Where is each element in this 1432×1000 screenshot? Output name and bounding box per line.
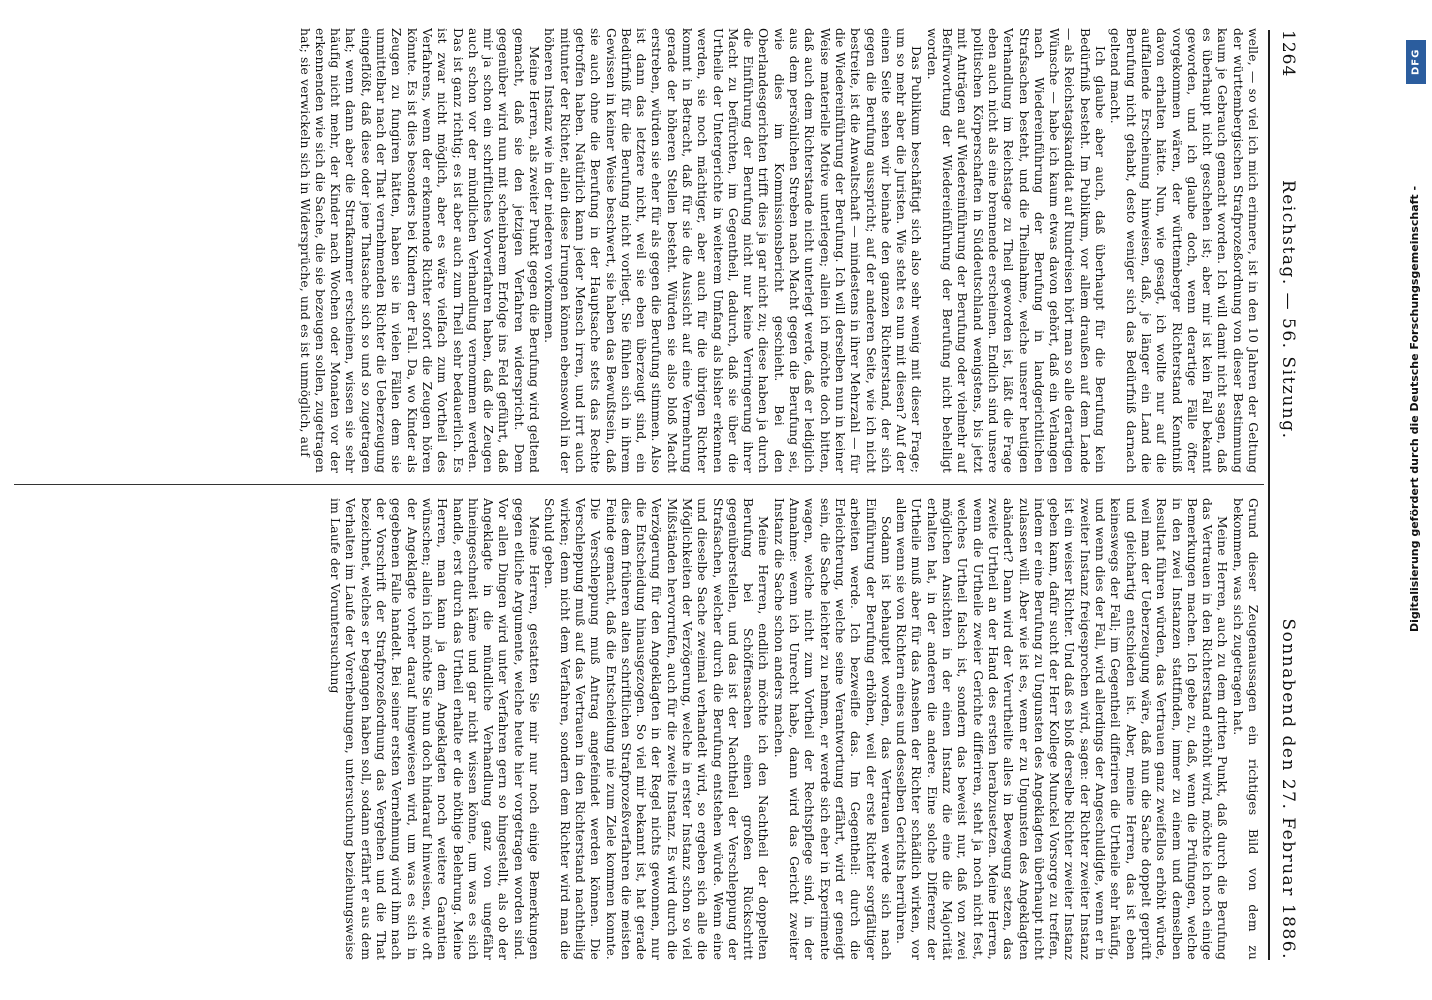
paragraph: welle, — so viel ich mich erinnere, ist in den 10 Jahren der Geltung der württembergischen Strafprozeßordnung von dieser Bestimmung kaum je Gebrauch gemacht worden. Ich will damit nicht sagen, daß es überhaupt nicht geschehen ist; aber mir ist kein Fall bekannt geworden, und ich glaube doch, wenn derartige Fälle öfter vorgekommen wären, der württemberger Richterstand Kenntniß davon erhalten hätte. Nun, wie gesagt, ich wollte nur auf die auffallende Erscheinung hinweisen, daß, je länger ein Land die Berufung nicht gehabt, desto weniger sich das Bedürfniß darnach geltend macht. xyxy=(1108,28,1260,473)
paragraph: Meine Herren, endlich möchte ich den Nachtheil der doppelten Berufung bei Schöffensachen einen großen Rückschritt gegenüberstellen, und das ist der Nachtheil der Verschleppung der Strafsachen, welcher durch die Berufung entstehen würde. Wenn eine und dieselbe Sache zweimal verhandelt wird, so ergeben sich alle die Möglichkeiten der Verzögerung, welche in erster Instanz schon so viel Mißständen hervorrufen, auch für die zweite Instanz. Es wird durch die Verzögerung für den Angeklagten in der Regel nichts gewonnen, nur die Entscheidung hinausgezogen. So viel mir bekannt ist, hat gerade dies dem früheren alten schriftlichen Strafprozeßverfahren die meisten Feinde gemacht, daß die Entscheidung nie zum Ziele kommen konnte. Die Verschleppung muß Antrag angefeindet werden können. Die Verschleppung muß auf das Vertrauen in den Richterstand nachtheilig wirken; denn nicht dem Verfahren, sondern dem Richter wird man die Schuld geben. xyxy=(542,498,771,960)
paragraph: Das Publikum beschäftigt sich also sehr wenig mit dieser Frage; um so mehr aber die Juristen. Wie steht es nun mit diesen? Auf der einen Seite sehen wir beinahe den ganzen Richterstand, der sich gegen die Berufung ausspricht; auf der anderen Seite, wie ich nicht bestreite, ist die Anwaltschaft — mindestens in ihrer Mehrzahl — für die Wiedereinführung der Berufung. Ich will derselben nun in keiner Weise materielle Motive unterlegen; allein ich möchte doch bitten, daß auch dem Richterstande nicht unterlegt werde, daß er lediglich aus dem persönlichen Streben nach Macht gegen die Berufung sei, wie dies im Kommissionsbericht geschieht. Bei den Oberlandesgerichten trifft dies ja gar nicht zu; diese haben ja durch die Einführung der Berufung nicht nur keine Verringerung ihrer Macht zu befürchten, im Gegentheil, dadurch, daß sie über die Urtheile der Untergerichte in weiterem Umfang als bisher erkennen werden, sie noch mächtiger, aber auch für die übrigen Richter kommt in Betracht, daß für sie die Aussicht auf eine Vermehrung gerade der höheren Stellen besteht. Würden sie also bloß Macht erstreben, würden sie eher für als gegen die Berufung stimmen. Also ist dann das letztere nicht, weil sie eben überzeugt sind, ein Bedürfniß für die Berufung nicht vorliegt. Sie fühlen sich in ihrem Gewissen in keiner Weise beschwert, sie haben das Bewußtsein, daß sie auch ohne die Berufung in der Hauptsache stets das Rechte getroffen haben. Natürlich kann jeder Mensch irren, und irrt auch mitunter der Richter, allein diese Irrungen können ebensowohl in der höheren Instanz wie in der niederen vorkommen. xyxy=(542,28,924,473)
paragraph: Meine Herren, gestatten Sie mir nur noch einige Bemerkungen gegen etliche Argumente, welche heute hier vorgetragen worden sind. Vor allen Dingen wird unter Verfahren gern so hingestellt, als ob der Angeklagte in die mündliche Verhandlung ganz von ungefähr hineingeschneit käme und gar nicht wissen könne, um was es sich handle, erst durch das Urtheil erhalte er die nöthige Belehrung. Meine Herren, man kann ja dem Angeklagten noch weitere Garantien wünschen; allein ich möchte Sie nun doch hindarauf hinweisen, wie oft der Angeklagte vorher darauf hingewiesen wird, um was es sich in gegebenen Falle handelt. Bei seiner ersten Vernehmung wird ihm nach der Vorschrift der Strafprozeßordnung das Vergehen und die That bezeichnet, welches er begangen haben soll, sodann erfährt er aus dem Verhalten im Laufe der Vorerhebungen, untersuchung beziehungsweise im Laufe der Voruntersuchung xyxy=(328,498,542,960)
paragraph: Ich glaube aber auch, daß überhaupt für die Berufung kein Bedürfniß besteht. Im Publikum, vor allem draußen auf dem Lande — als Reichstagskandidat auf Rundreisen hört man so alle derartigen Wünsche — habe ich kaum etwas davon gehört, daß ein Verlangen nach Wiedereinführung der Berufung in landgerichtlichen Strafsachen besteht, und die Theilnahme, welche unserer heutigen Verhandlung im Reichstage zu Theil geworden ist, läßt die Frage eben auch nicht als eine brennende erscheinen. Endlich sind unsere politischen Körperschaften in Süddeutschland wenigstens, bis jetzt mit Anträgen auf Wiedereinführung der Berufung oder vielmehr auf Befürwortung der Wiedereinführung der Berufung nicht behelligt worden. xyxy=(924,28,1108,473)
paragraph: Sodann ist behauptet worden, das Vertrauen werde sich nach Einführung der Berufung erhöhen, weil der erste Richter sorgfältiger arbeiten werde. Ich bezweifle das. Im Gegentheil: durch die Erleichterung, welche seine Verantwortung erfährt, wird er geneigt sein, die Sache leichter zu nehmen, er werde sich eher in Experimente wagen, welche nicht zum Vortheil der Rechtspflege sind, in der Annahme: wenn ich Unrecht habe, dann wird das Gericht zweiter Instanz die Sache schon anders machen. xyxy=(771,498,893,960)
session-title: Reichstag. — 56. Sitzung. xyxy=(1278,180,1298,440)
paragraph: Meine Herren, auch zu dem dritten Punkt, daß durch die Berufung das Vertrauen in den Richterstand erhöht wird, möchte ich noch einige Bemerkungen machen. Ich gebe zu, daß, wenn die Prüfungen, welche in den zwei Instanzen stattfinden, immer zu einem und demselben Resultat führen würden, das Vertrauen ganz zweifellos erhöht würde, weil man der Ueberzeugung wäre, daß nun die Sache doppelt geprüft und gleichartig entschieden ist. Aber, meine Herren, das ist eben keineswegs der Fall; im Gegentheil differiren die Urtheile sehr häufig, und wenn dies der Fall, wird allerdings der Angeschuldigte, wenn er in zweiter Instanz freigesprochen wird, sagen: der Richter zweiter Instanz ist ein weiser Richter. Und daß es bloß derselbe Richter zweiter Instanz geben kann, dafür sucht der Herr Kollege Munckel Vorsorge zu treffen, indem er eine Berufung zu Ungunsten des Angeklagten überhaupt nicht zulassen will. Aber wie ist es, wenn er zu Ungunsten des Angeklagten abändert? Dann wird der Verurtheilte alles in Bewegung setzen, das zweite Urtheil an der Hand des ersten herabzusetzen. Meine Herren, wenn die Urtheile zweier Gerichte differiren, steht ja noch nicht fest, welches Urtheil falsch ist, sondern das beweist nur, daß von zwei möglichen Ansichten in der einen Instanz die eine die Majorität erhalten hat, in der anderen die andere. Eine solche Differenz der Urtheile muß aber für das Ansehen der Richter schädlich wirken, vor allem wenn sie von Richtern eines und desselben Gerichts herrühren. xyxy=(894,498,1230,960)
dfg-logo: DFG xyxy=(1406,40,1426,84)
funding-credit-text: Digitalisierung gefördert durch die Deutsche Forschungsgemeinschaft - xyxy=(1408,185,1421,632)
paragraph: Grund dieser Zeugenaussagen ein richtiges Bild von dem zu bekommen, was sich zugetragen hat. xyxy=(1230,498,1260,960)
header-rule xyxy=(1268,30,1270,960)
session-date: Sonnabend den 27. Februar 1886. xyxy=(1278,618,1298,960)
page-header xyxy=(1272,30,1302,960)
left-text-column xyxy=(10,28,1260,473)
right-text-column xyxy=(10,498,1260,960)
page-number: 1264 xyxy=(1278,30,1298,78)
column-divider xyxy=(14,484,1264,485)
paragraph: Meine Herren, als zweiter Punkt gegen die Berufung wird geltend gemacht, daß sie den jetzigen Verfahren widerspricht. Dem gegenüber wird nun mit scheinbarem Erfolge ins Feld geführt, daß mir ja schon ein schriftliches Vorverfahren haben, daß die Zeugen auch schon vor der mündlichen Verhandlung vernommen werden. Das ist ganz richtig; es ist aber auch zum Theil sehr bedauerlich. Es ist zwar nicht möglich, aber es wäre vielfach zum Vortheil des Verfahrens, wenn der erkennende Richter sofort die Zeugen hören könnte. Es ist dies besonders bei Kindern der Fall. Da, wo Kinder als Zeugen zu fungiren hätten, haben sie in vielen Fällen dem sie unmittelbar nach der That vernehmenden Richter die Ueberzeugung eingeflößt, daß diese oder jene Thatsache sich so und so zugetragen hat; wenn dann aber die Strafkammer erscheinen, wissen sie sehr häufig nicht mehr, der Kinder nach Wochen oder Monaten vor der erkennenden wie sich die Sache, die sie bezeugen sollen, zugetragen hat; sie verwickeln sich in Widersprüche, und es ist unmöglich, auf xyxy=(297,28,542,473)
funding-credit xyxy=(1402,40,1430,1000)
